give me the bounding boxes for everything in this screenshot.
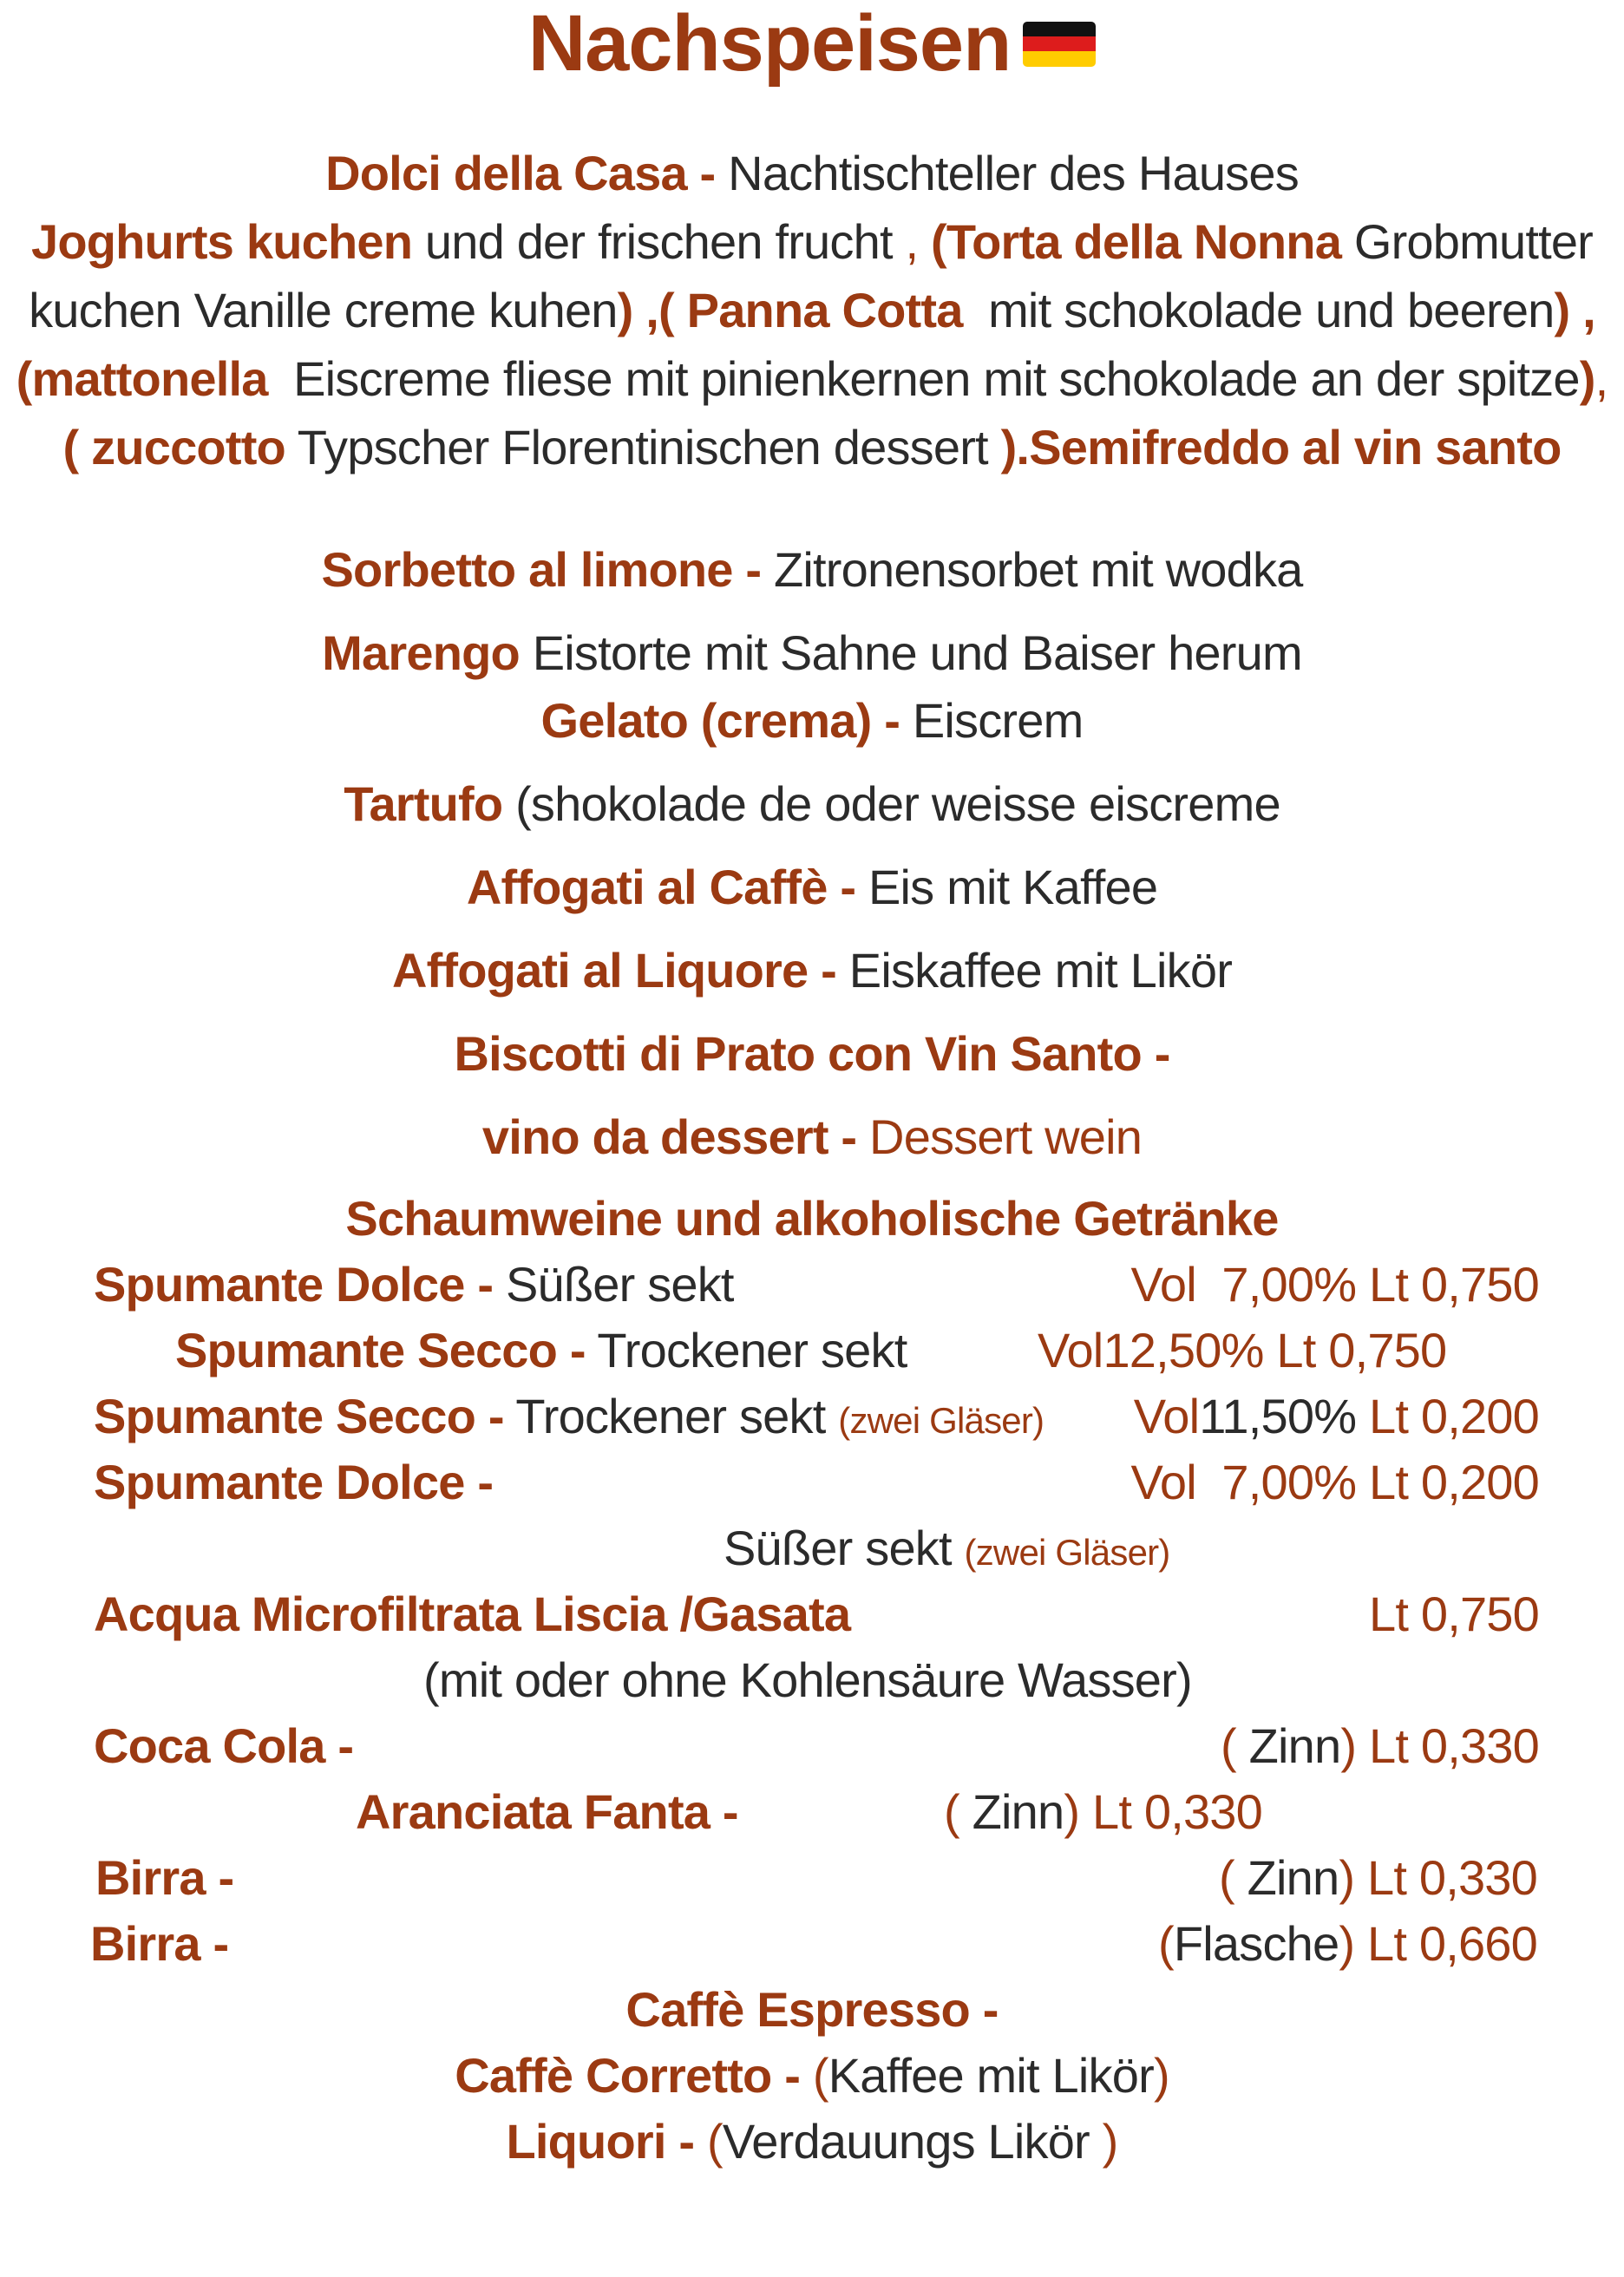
german-flag-icon xyxy=(1023,22,1096,67)
spumante-dolce-2-left xyxy=(94,1452,493,1513)
acqua-sub xyxy=(423,1650,1192,1711)
birra-1-right xyxy=(1219,1848,1537,1908)
fanta-container: Zinn xyxy=(959,1784,1064,1839)
torta-desc: Grobmutter kuchen Vanille creme kuhen xyxy=(29,214,1594,337)
birra-2-right xyxy=(1158,1914,1537,1974)
spumante-dolce-2-right xyxy=(1130,1452,1539,1513)
fanta-p-close: ) xyxy=(1064,1784,1080,1839)
spumante-secco-2-desc: Trockener sekt xyxy=(515,1389,826,1443)
gelato-name: Gelato (crema) - xyxy=(540,693,900,748)
spumante-dolce-2-vol: Vol 7,00% xyxy=(1130,1455,1357,1509)
gelato-desc: Eiscrem xyxy=(912,693,1084,748)
acqua-amount: 0,750 xyxy=(1420,1587,1539,1641)
liquori-p-open: ( xyxy=(706,2114,723,2169)
fanta-right xyxy=(944,1782,1262,1842)
corretto-desc: Kaffee mit Likör xyxy=(828,2048,1154,2103)
desserts-section xyxy=(12,139,1612,481)
affogato-liquore-desc: Eiskaffee mit Likör xyxy=(848,943,1233,998)
liquori-line xyxy=(0,2111,1624,2172)
spumante-dolce-2-amount: 0,200 xyxy=(1420,1455,1539,1509)
spumante-dolce-2-name: Spumante Dolce - xyxy=(94,1455,494,1509)
vino-line xyxy=(0,1107,1624,1168)
marengo-name: Marengo xyxy=(322,625,520,680)
spumante-secco-2-right xyxy=(1134,1386,1539,1447)
spumante-secco-2-amount: 0,200 xyxy=(1420,1389,1539,1443)
spumante-dolce-1-right xyxy=(1130,1254,1539,1315)
liquori-desc: Verdauungs Likör xyxy=(722,2114,1103,2169)
spumante-dolce-1-lt: Lt xyxy=(1368,1257,1409,1312)
dolci-name: Dolci della Casa - xyxy=(325,146,716,200)
fanta-name: Aranciata Fanta - xyxy=(356,1784,738,1839)
marengo-desc: Eistorte mit Sahne und Baiser herum xyxy=(532,625,1302,680)
birra-2-p-close: ) xyxy=(1339,1916,1355,1971)
sorbetto-name: Sorbetto al limone - xyxy=(321,542,762,597)
joghurt-name: Joghurts kuchen xyxy=(30,214,413,269)
mattonella-name: mattonella xyxy=(31,351,268,406)
spumante-secco-1-right xyxy=(1038,1320,1446,1381)
dolci-desc: Nachtischteller des Hauses xyxy=(728,146,1299,200)
paren-open-2: ( xyxy=(16,351,32,406)
spumante-secco-2-left xyxy=(94,1386,1044,1451)
biscotti-name: Biscotti di Prato con Vin Santo - xyxy=(454,1026,1170,1081)
spumante-secco-1-name: Spumante Secco - xyxy=(175,1323,586,1377)
birra-1-amount: 0,330 xyxy=(1418,1850,1537,1905)
coca-p-close: ) xyxy=(1340,1718,1357,1773)
affogato-liquore-line xyxy=(0,940,1624,1001)
corretto-line xyxy=(0,2045,1624,2106)
corretto-p-close: ) xyxy=(1153,2048,1169,2103)
drinks-heading xyxy=(0,1188,1624,1249)
birra-2-lt: Lt xyxy=(1366,1916,1407,1971)
spumante-dolce-1-desc: Süßer sekt xyxy=(505,1257,734,1312)
spumante-secco-2-note: (zwei Gläser) xyxy=(838,1400,1044,1441)
affogato-caffe-line xyxy=(0,857,1624,918)
birra-1-name: Birra - xyxy=(95,1850,234,1905)
joghurt-desc: und der frischen frucht xyxy=(424,214,893,269)
spumante-secco-1-desc: Trockener sekt xyxy=(597,1323,907,1377)
coca-lt: Lt xyxy=(1368,1718,1409,1773)
spumante-secco-1-amount: 0,750 xyxy=(1328,1323,1447,1377)
affogato-caffe-name: Affogati al Caffè - xyxy=(466,860,856,914)
affogato-caffe-desc: Eis mit Kaffee xyxy=(868,860,1158,914)
coca-left xyxy=(94,1716,353,1776)
spumante-secco-2-lt: Lt xyxy=(1368,1389,1409,1443)
spumante-dolce-2-sub xyxy=(724,1518,1170,1583)
birra-1-lt: Lt xyxy=(1366,1850,1407,1905)
close-dot: ). xyxy=(1000,420,1030,474)
tartufo-name: Tartufo xyxy=(344,776,503,831)
liquori-p-close: ) xyxy=(1102,2114,1118,2169)
birra-1-container: Zinn xyxy=(1234,1850,1339,1905)
birra-2-p-open: ( xyxy=(1158,1916,1174,1971)
panna-name: Panna Cotta xyxy=(686,283,963,337)
biscotti-line xyxy=(0,1024,1624,1084)
marengo-line xyxy=(0,623,1624,684)
sorbetto-line xyxy=(0,540,1624,600)
acqua-lt: Lt xyxy=(1368,1587,1409,1641)
acqua-desc: (mit oder ohne Kohlensäure Wasser) xyxy=(423,1652,1192,1707)
panna-desc: mit schokolade und beeren xyxy=(988,283,1555,337)
birra-1-p-open: ( xyxy=(1219,1850,1234,1905)
gelato-line xyxy=(0,690,1624,751)
spumante-dolce-1-left xyxy=(94,1254,734,1315)
separator-comma: , xyxy=(905,214,919,269)
zuccotto-desc: Typscher Florentinischen dessert xyxy=(297,420,988,474)
acqua-name: Acqua Microfiltrata Liscia /Gasata xyxy=(94,1587,851,1641)
close-b: , xyxy=(1595,351,1608,406)
spumante-dolce-2-desc: Süßer sekt xyxy=(724,1521,952,1575)
close-open: ) ,( xyxy=(617,283,674,337)
corretto-p-open: ( xyxy=(812,2048,828,2103)
coca-p-open: ( xyxy=(1221,1718,1236,1773)
acqua-left xyxy=(94,1584,850,1645)
birra-2-name: Birra - xyxy=(90,1916,229,1971)
espresso-name: Caffè Espresso - xyxy=(625,1982,999,2037)
spumante-secco-1-lt: Lt xyxy=(1276,1323,1316,1377)
drinks-heading-text: Schaumweine und alkoholische Getränke xyxy=(345,1191,1279,1246)
liquori-name: Liquori - xyxy=(506,2114,695,2169)
mattonella-desc: Eiscreme fliese mit pinienkernen mit schokolade an der spitze xyxy=(293,351,1580,406)
tartufo-line xyxy=(0,774,1624,834)
dolci-line xyxy=(12,139,1612,207)
fanta-amount: 0,330 xyxy=(1143,1784,1262,1839)
semifreddo-name: Semifreddo al vin santo xyxy=(1029,420,1562,474)
spumante-secco-2-vol: Vol xyxy=(1133,1389,1200,1443)
vino-desc: Dessert wein xyxy=(869,1109,1143,1164)
birra-2-container: Flasche xyxy=(1173,1916,1339,1971)
sorbetto-desc: Zitronensorbet mit wodka xyxy=(773,542,1303,597)
corretto-name: Caffè Corretto - xyxy=(455,2048,801,2103)
spumante-secco-1-left xyxy=(175,1320,907,1381)
spumante-dolce-2-lt: Lt xyxy=(1368,1455,1409,1509)
tartufo-desc: (shokolade de oder weisse eiscreme xyxy=(515,776,1280,831)
dolci-paragraph xyxy=(12,207,1612,481)
birra-1-p-close: ) xyxy=(1339,1850,1355,1905)
spumante-secco-2-vol-value: 11,50% xyxy=(1199,1389,1357,1443)
birra-2-amount: 0,660 xyxy=(1418,1916,1537,1971)
birra-2-left xyxy=(90,1914,228,1974)
close-c: ( xyxy=(62,420,79,474)
page-title-text: Nachspeisen xyxy=(527,0,1012,88)
acqua-right xyxy=(1369,1584,1539,1645)
vino-name: vino da dessert - xyxy=(481,1109,857,1164)
fanta-lt: Lt xyxy=(1091,1784,1132,1839)
coca-container: Zinn xyxy=(1235,1718,1341,1773)
coca-amount: 0,330 xyxy=(1420,1718,1539,1773)
spumante-dolce-2-note: (zwei Gläser) xyxy=(964,1532,1170,1573)
espresso-line xyxy=(0,1979,1624,2040)
fanta-left xyxy=(356,1782,738,1842)
page-title xyxy=(0,2,1624,86)
affogato-liquore-name: Affogati al Liquore - xyxy=(391,943,836,998)
torta-name: Torta della Nonna xyxy=(946,214,1342,269)
close-comma: ) , xyxy=(1554,283,1595,337)
spumante-dolce-1-vol: Vol 7,00% xyxy=(1130,1257,1357,1312)
coca-right xyxy=(1221,1716,1539,1776)
spumante-secco-1-vol: Vol12,50% xyxy=(1038,1323,1264,1377)
coca-name: Coca Cola - xyxy=(94,1718,354,1773)
spumante-secco-2-name: Spumante Secco - xyxy=(94,1389,504,1443)
birra-1-left xyxy=(95,1848,233,1908)
paren-open: ( xyxy=(931,214,946,269)
zuccotto-name: zuccotto xyxy=(91,420,285,474)
spumante-dolce-1-amount: 0,750 xyxy=(1420,1257,1539,1312)
fanta-p-open: ( xyxy=(944,1784,959,1839)
spumante-dolce-1-name: Spumante Dolce - xyxy=(94,1257,494,1312)
close-a: ) xyxy=(1579,351,1595,406)
